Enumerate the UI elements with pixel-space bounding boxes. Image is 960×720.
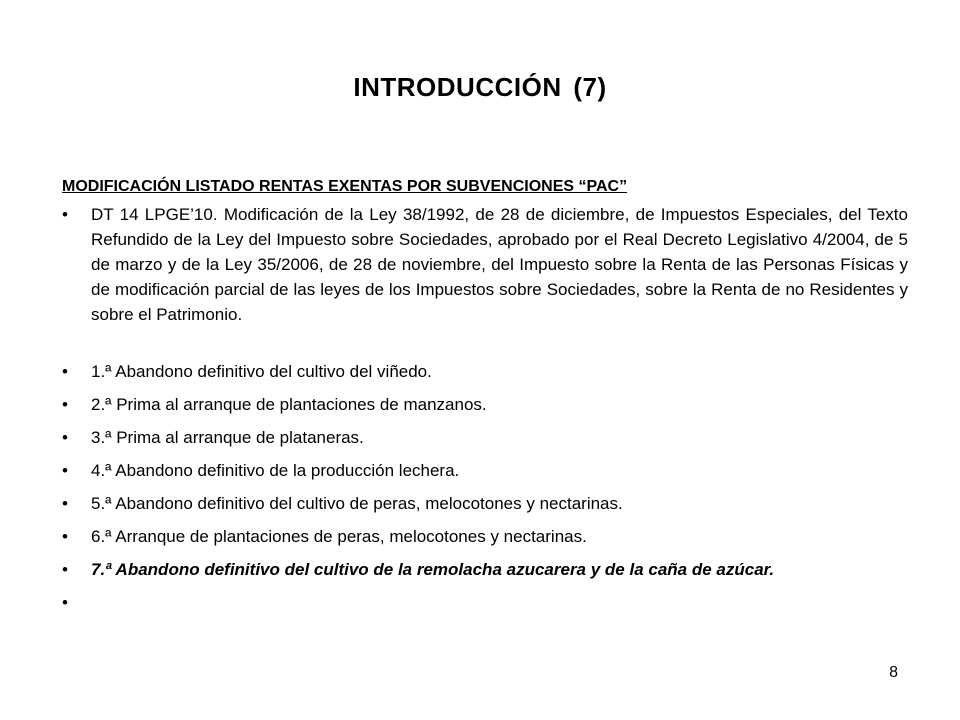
bullet-item-dt14 <box>62 202 908 327</box>
bullet-item-7 <box>62 557 908 582</box>
section-subtitle: MODIFICACIÓN LISTADO RENTAS EXENTAS POR SUBVENCIONES “PAC” <box>62 178 628 195</box>
bullet-text: 5.ª Abandono definitivo del cultivo de peras, melocotones y nectarinas. <box>91 494 623 513</box>
bullet-text: 4.ª Abandono definitivo de la producción lechera. <box>91 461 460 480</box>
bullet-item-4 <box>62 458 908 483</box>
bullet-item-1 <box>62 359 908 384</box>
bullet-dot-icon: • <box>62 527 68 546</box>
bullet-text: 7.ª Abandono definitivo del cultivo de la remolacha azucarera y de la caña de azúcar. <box>91 560 775 579</box>
bullet-dot-icon: • <box>62 593 68 612</box>
bullet-text: DT 14 LPGE’10. Modificación de la Ley 38/1992, de 28 de diciembre, de Impuestos Especiales, del Texto Refundido de la Ley del Impuesto sobre Sociedades, aprobado por el Real Decreto Legislativo 4/2004, de 5 de marzo y de la Ley 35/2006, de 28 de noviembre, del Impuesto sobre la Renta de las Personas Físicas y de modificación parcial de las leyes de los Impuestos sobre Sociedades, sobre la Renta de no Residentes y sobre el Patrimonio. <box>91 205 908 324</box>
bullet-dot-icon: • <box>62 362 68 381</box>
bullet-text: 1.ª Abandono definitivo del cultivo del viñedo. <box>91 362 432 381</box>
page-number: 8 <box>889 664 898 681</box>
bullet-item-3 <box>62 425 908 450</box>
bullet-dot-icon: • <box>62 461 68 480</box>
bullet-text: 6.ª Arranque de plantaciones de peras, melocotones y nectarinas. <box>91 527 587 546</box>
bullet-item-2 <box>62 392 908 417</box>
bullet-item-5 <box>62 491 908 516</box>
slide-title: INTRODUCCIÓN (7) <box>353 72 607 102</box>
bullet-dot-icon: • <box>62 428 68 447</box>
bullet-dot-icon: • <box>62 205 68 224</box>
bullet-dot-icon: • <box>62 395 68 414</box>
bullet-dot-icon: • <box>62 494 68 513</box>
bullet-dot-icon: • <box>62 560 68 579</box>
bullet-list <box>62 202 908 612</box>
bullet-item-6 <box>62 524 908 549</box>
bullet-text: 3.ª Prima al arranque de plataneras. <box>91 428 364 447</box>
bullet-text: 2.ª Prima al arranque de plantaciones de manzanos. <box>91 395 487 414</box>
